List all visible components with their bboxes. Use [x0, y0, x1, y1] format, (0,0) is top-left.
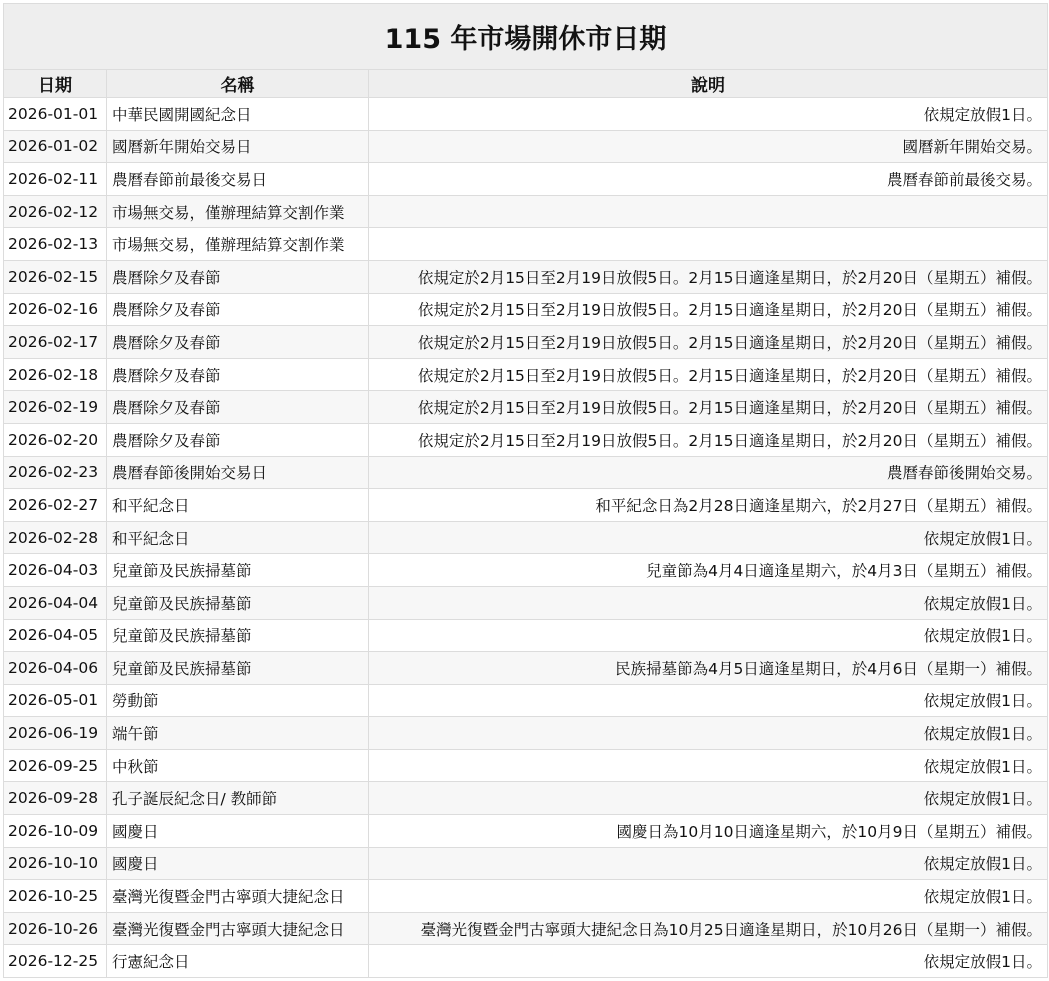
date-cell: 2026-12-25 — [4, 945, 107, 978]
name-cell: 農曆除夕及春節 — [107, 293, 369, 326]
date-cell: 2026-02-19 — [4, 391, 107, 424]
name-cell: 國慶日 — [107, 815, 369, 848]
description-cell: 和平紀念日為2月28日適逢星期六，於2月27日（星期五）補假。 — [369, 489, 1048, 522]
table-row — [4, 98, 1048, 131]
name-cell: 臺灣光復暨金門古寧頭大捷紀念日 — [107, 880, 369, 913]
name-cell: 中秋節 — [107, 749, 369, 782]
name-cell: 兒童節及民族掃墓節 — [107, 652, 369, 685]
table-row — [4, 260, 1048, 293]
description-cell: 依規定放假1日。 — [369, 782, 1048, 815]
name-cell: 農曆除夕及春節 — [107, 358, 369, 391]
description-cell: 依規定於2月15日至2月19日放假5日。2月15日適逢星期日，於2月20日（星期五）補假。 — [369, 326, 1048, 359]
table-row — [4, 912, 1048, 945]
description-cell: 依規定放假1日。 — [369, 586, 1048, 619]
table-row — [4, 717, 1048, 750]
name-cell: 市場無交易，僅辦理結算交割作業 — [107, 195, 369, 228]
table-row — [4, 423, 1048, 456]
name-cell: 和平紀念日 — [107, 489, 369, 522]
date-cell: 2026-06-19 — [4, 717, 107, 750]
date-cell: 2026-02-16 — [4, 293, 107, 326]
description-cell: 依規定放假1日。 — [369, 880, 1048, 913]
date-cell: 2026-04-05 — [4, 619, 107, 652]
date-cell: 2026-05-01 — [4, 684, 107, 717]
name-cell: 農曆除夕及春節 — [107, 326, 369, 359]
name-cell: 國曆新年開始交易日 — [107, 130, 369, 163]
table-row — [4, 521, 1048, 554]
description-cell: 民族掃墓節為4月5日適逢星期日，於4月6日（星期一）補假。 — [369, 652, 1048, 685]
date-cell: 2026-02-18 — [4, 358, 107, 391]
description-cell: 依規定放假1日。 — [369, 847, 1048, 880]
table-row — [4, 652, 1048, 685]
table-row — [4, 749, 1048, 782]
name-cell: 中華民國開國紀念日 — [107, 98, 369, 131]
table-row — [4, 847, 1048, 880]
description-cell: 依規定放假1日。 — [369, 717, 1048, 750]
market-holiday-table — [3, 3, 1048, 978]
name-cell: 行憲紀念日 — [107, 945, 369, 978]
description-cell: 農曆春節後開始交易。 — [369, 456, 1048, 489]
column-header-description: 說明 — [369, 70, 1048, 98]
date-cell: 2026-02-28 — [4, 521, 107, 554]
date-cell: 2026-09-25 — [4, 749, 107, 782]
name-cell: 國慶日 — [107, 847, 369, 880]
name-cell: 農曆春節前最後交易日 — [107, 163, 369, 196]
date-cell: 2026-02-17 — [4, 326, 107, 359]
date-cell: 2026-04-04 — [4, 586, 107, 619]
description-cell: 依規定於2月15日至2月19日放假5日。2月15日適逢星期日，於2月20日（星期五）補假。 — [369, 260, 1048, 293]
date-cell: 2026-02-11 — [4, 163, 107, 196]
table-row — [4, 358, 1048, 391]
description-cell: 依規定於2月15日至2月19日放假5日。2月15日適逢星期日，於2月20日（星期五）補假。 — [369, 293, 1048, 326]
description-cell: 依規定放假1日。 — [369, 945, 1048, 978]
name-cell: 農曆除夕及春節 — [107, 391, 369, 424]
date-cell: 2026-02-27 — [4, 489, 107, 522]
date-cell: 2026-10-26 — [4, 912, 107, 945]
description-cell: 國曆新年開始交易。 — [369, 130, 1048, 163]
column-header-date: 日期 — [4, 70, 107, 98]
date-cell: 2026-01-01 — [4, 98, 107, 131]
name-cell: 端午節 — [107, 717, 369, 750]
date-cell: 2026-01-02 — [4, 130, 107, 163]
description-cell — [369, 195, 1048, 228]
table-row — [4, 456, 1048, 489]
table-row — [4, 293, 1048, 326]
date-cell: 2026-10-09 — [4, 815, 107, 848]
name-cell: 兒童節及民族掃墓節 — [107, 586, 369, 619]
table-row — [4, 782, 1048, 815]
description-cell: 依規定放假1日。 — [369, 619, 1048, 652]
name-cell: 和平紀念日 — [107, 521, 369, 554]
table-row — [4, 228, 1048, 261]
table-row — [4, 163, 1048, 196]
table-row — [4, 945, 1048, 978]
description-cell: 依規定於2月15日至2月19日放假5日。2月15日適逢星期日，於2月20日（星期五）補假。 — [369, 423, 1048, 456]
table-row — [4, 684, 1048, 717]
date-cell: 2026-02-15 — [4, 260, 107, 293]
table-body — [4, 98, 1048, 978]
date-cell: 2026-02-13 — [4, 228, 107, 261]
table-row — [4, 489, 1048, 522]
date-cell: 2026-02-23 — [4, 456, 107, 489]
name-cell: 勞動節 — [107, 684, 369, 717]
column-header-name: 名稱 — [107, 70, 369, 98]
name-cell: 臺灣光復暨金門古寧頭大捷紀念日 — [107, 912, 369, 945]
name-cell: 農曆春節後開始交易日 — [107, 456, 369, 489]
description-cell — [369, 228, 1048, 261]
description-cell: 依規定放假1日。 — [369, 521, 1048, 554]
name-cell: 孔子誕辰紀念日/ 教師節 — [107, 782, 369, 815]
table-row — [4, 195, 1048, 228]
table-row — [4, 554, 1048, 587]
description-cell: 依規定於2月15日至2月19日放假5日。2月15日適逢星期日，於2月20日（星期五）補假。 — [369, 391, 1048, 424]
description-cell: 國慶日為10月10日適逢星期六，於10月9日（星期五）補假。 — [369, 815, 1048, 848]
table-row — [4, 586, 1048, 619]
name-cell: 農曆除夕及春節 — [107, 260, 369, 293]
date-cell: 2026-02-12 — [4, 195, 107, 228]
name-cell: 農曆除夕及春節 — [107, 423, 369, 456]
date-cell: 2026-04-03 — [4, 554, 107, 587]
description-cell: 依規定放假1日。 — [369, 684, 1048, 717]
date-cell: 2026-10-10 — [4, 847, 107, 880]
date-cell: 2026-09-28 — [4, 782, 107, 815]
description-cell: 兒童節為4月4日適逢星期六，於4月3日（星期五）補假。 — [369, 554, 1048, 587]
name-cell: 市場無交易，僅辦理結算交割作業 — [107, 228, 369, 261]
table-row — [4, 619, 1048, 652]
table-row — [4, 880, 1048, 913]
date-cell: 2026-04-06 — [4, 652, 107, 685]
name-cell: 兒童節及民族掃墓節 — [107, 554, 369, 587]
description-cell: 臺灣光復暨金門古寧頭大捷紀念日為10月25日適逢星期日，於10月26日（星期一）補假。 — [369, 912, 1048, 945]
description-cell: 依規定放假1日。 — [369, 749, 1048, 782]
table-row — [4, 130, 1048, 163]
description-cell: 農曆春節前最後交易。 — [369, 163, 1048, 196]
description-cell: 依規定放假1日。 — [369, 98, 1048, 131]
date-cell: 2026-10-25 — [4, 880, 107, 913]
name-cell: 兒童節及民族掃墓節 — [107, 619, 369, 652]
table-row — [4, 391, 1048, 424]
table-row — [4, 326, 1048, 359]
table-title: 115 年市場開休市日期 — [4, 4, 1048, 70]
date-cell: 2026-02-20 — [4, 423, 107, 456]
table-row — [4, 815, 1048, 848]
description-cell: 依規定於2月15日至2月19日放假5日。2月15日適逢星期日，於2月20日（星期五）補假。 — [369, 358, 1048, 391]
